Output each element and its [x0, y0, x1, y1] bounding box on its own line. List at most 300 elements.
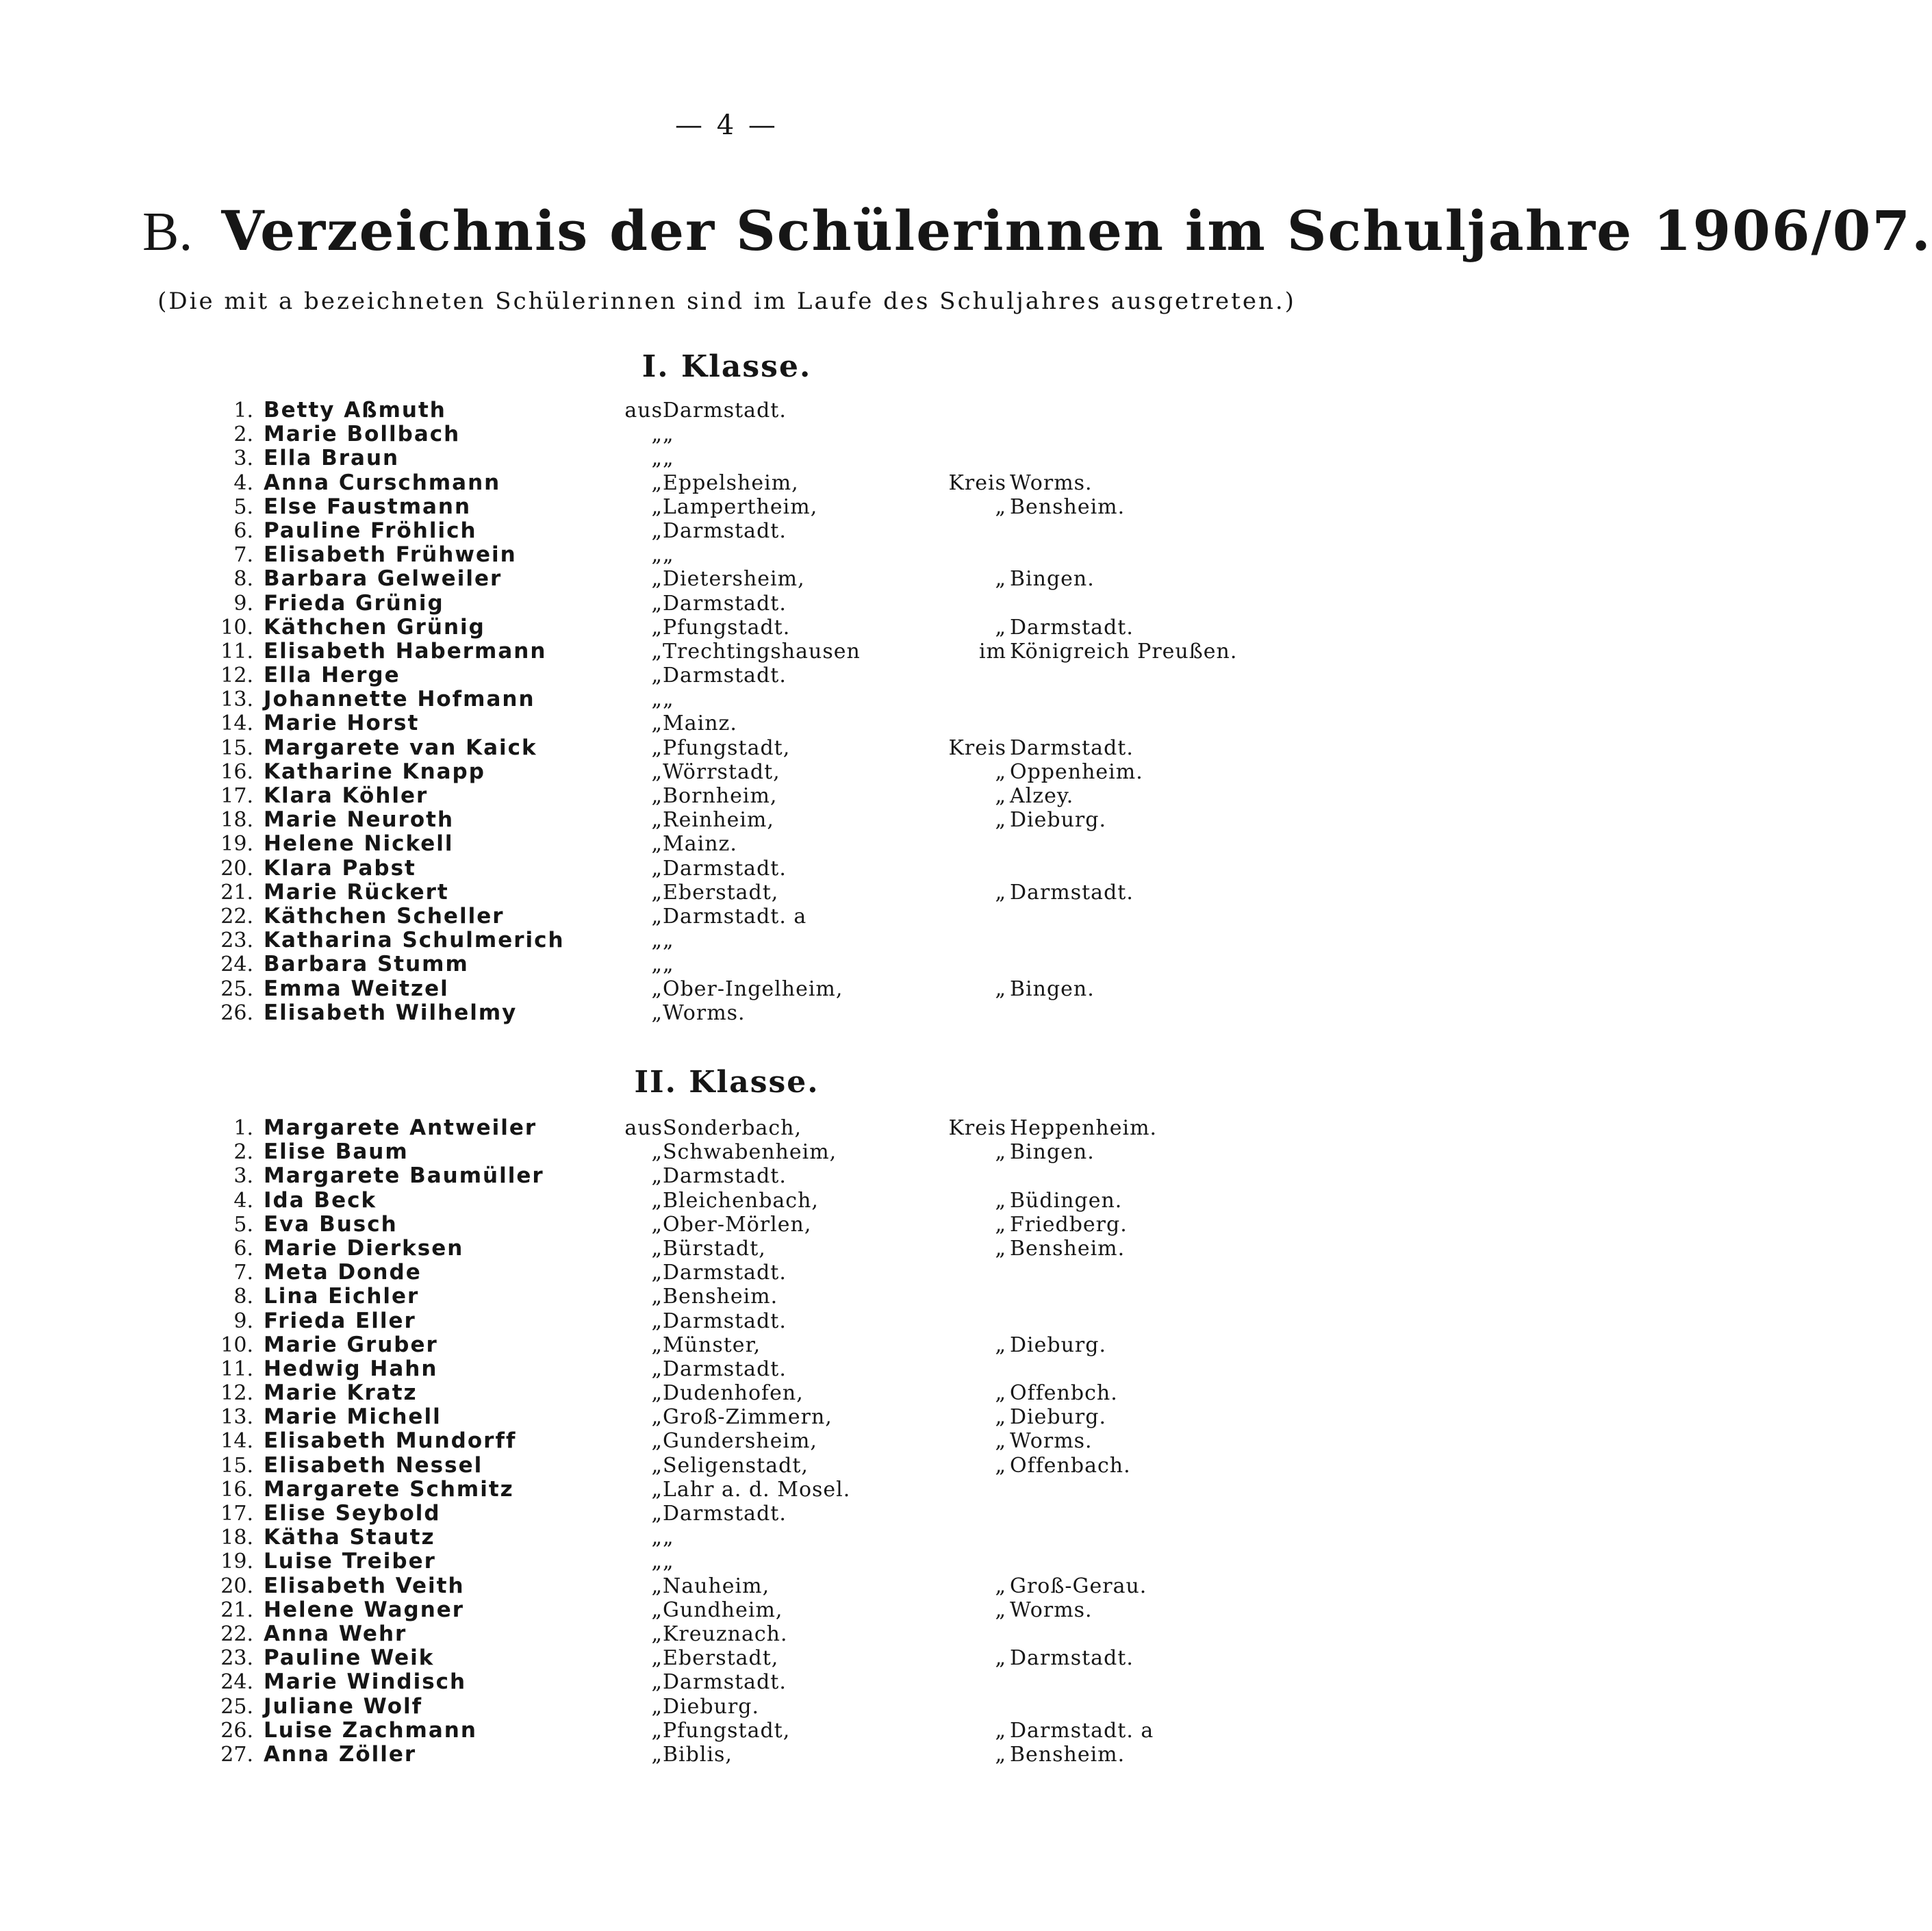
origin-prefix: „ — [651, 1574, 663, 1598]
student-row — [0, 784, 1453, 808]
student-name: Marie Horst — [264, 711, 420, 736]
student-name: Barbara Gelweiler — [264, 566, 503, 592]
district-name: Worms. — [1010, 1429, 1093, 1454]
district-name: Dieburg. — [1010, 808, 1107, 833]
student-row — [0, 905, 1453, 929]
row-number: 15. — [220, 735, 253, 760]
origin-prefix: „ — [651, 543, 663, 568]
origin-town: Bornheim, — [663, 784, 778, 808]
origin-town: „ — [663, 446, 674, 471]
student-name: Käthchen Grünig — [264, 614, 485, 640]
student-row — [0, 1502, 1453, 1526]
origin-town: Reinheim, — [663, 808, 774, 833]
student-name: Pauline Fröhlich — [264, 518, 477, 543]
district-name: Offenbach. — [1010, 1453, 1131, 1478]
origin-town: Mainz. — [663, 832, 737, 857]
origin-prefix: „ — [651, 567, 663, 592]
student-row — [0, 711, 1453, 735]
district-prefix: „ — [995, 1381, 1006, 1406]
student-row — [0, 1478, 1453, 1502]
student-name: Margarete Schmitz — [264, 1476, 514, 1502]
student-name: Ida Beck — [264, 1187, 377, 1213]
district-name: Bingen. — [1010, 567, 1095, 592]
origin-town: „ — [663, 952, 674, 977]
row-number: 25. — [220, 1694, 253, 1719]
origin-town: „ — [663, 929, 674, 953]
origin-town: Eberstadt, — [663, 1646, 779, 1671]
student-row — [0, 1333, 1453, 1357]
row-number: 9. — [233, 1309, 253, 1333]
student-name: Luise Treiber — [264, 1549, 436, 1574]
origin-prefix: „ — [651, 735, 663, 760]
student-row — [0, 471, 1453, 495]
student-row — [0, 1429, 1453, 1453]
row-number: 26. — [220, 1000, 253, 1025]
origin-town: Darmstadt. — [663, 1309, 787, 1333]
origin-town: „ — [663, 422, 674, 447]
district-name: Darmstadt. — [1010, 735, 1134, 760]
origin-prefix: „ — [651, 1477, 663, 1502]
district-prefix: Kreis — [948, 735, 1006, 760]
student-name: Kätha Stautz — [264, 1525, 435, 1550]
district-prefix: „ — [995, 1574, 1006, 1598]
row-number: 3. — [233, 446, 253, 471]
district-prefix: „ — [995, 1429, 1006, 1454]
origin-prefix: „ — [651, 615, 663, 640]
origin-prefix: „ — [651, 1742, 663, 1767]
origin-prefix: „ — [651, 1261, 663, 1285]
origin-town: Pfungstadt, — [663, 735, 791, 760]
student-row — [0, 1213, 1453, 1237]
district-prefix: „ — [995, 1718, 1006, 1743]
row-number: 23. — [220, 1646, 253, 1671]
origin-town: Münster, — [663, 1333, 761, 1357]
origin-prefix: „ — [651, 1405, 663, 1430]
row-number: 7. — [233, 1261, 253, 1285]
origin-town: Darmstadt. — [663, 664, 787, 688]
student-name: Elisabeth Wilhelmy — [264, 1000, 518, 1025]
student-row — [0, 1574, 1453, 1598]
subtitle-note: (Die mit a bezeichneten Schülerinnen sind im Laufe des Schuljahres ausgetreten.) — [157, 288, 1296, 315]
student-row — [0, 832, 1453, 856]
student-row — [0, 1237, 1453, 1261]
row-number: 24. — [220, 1670, 253, 1695]
origin-prefix: „ — [651, 1718, 663, 1743]
origin-town: Mainz. — [663, 711, 737, 736]
student-name: Pauline Weik — [264, 1645, 435, 1671]
district-prefix: „ — [995, 1405, 1006, 1430]
district-name: Offenbch. — [1010, 1381, 1118, 1406]
student-name: Anna Curschmann — [264, 470, 501, 495]
district-name: Heppenheim. — [1010, 1116, 1158, 1140]
district-prefix: „ — [995, 1140, 1006, 1165]
origin-prefix: „ — [651, 639, 663, 664]
row-number: 13. — [220, 687, 253, 712]
student-name: Lina Eichler — [264, 1284, 420, 1309]
origin-prefix: „ — [651, 664, 663, 688]
origin-prefix: „ — [651, 1670, 663, 1695]
origin-town: Groß-Zimmern, — [663, 1405, 832, 1430]
district-name: Dieburg. — [1010, 1333, 1107, 1357]
student-name: Eva Busch — [264, 1211, 398, 1237]
district-name: Groß-Gerau. — [1010, 1574, 1147, 1598]
student-row — [0, 881, 1453, 905]
row-number: 24. — [220, 952, 253, 977]
student-row — [0, 519, 1453, 543]
origin-town: Kreuznach. — [663, 1621, 788, 1646]
student-row — [0, 687, 1453, 711]
student-row — [0, 1405, 1453, 1429]
row-number: 1. — [233, 399, 253, 422]
student-row — [0, 1526, 1453, 1550]
student-name: Marie Dierksen — [264, 1235, 464, 1261]
origin-prefix: „ — [651, 856, 663, 881]
district-prefix: „ — [995, 759, 1006, 784]
origin-prefix: „ — [651, 904, 663, 929]
student-name: Anna Zöller — [264, 1741, 417, 1767]
origin-prefix: „ — [651, 1694, 663, 1719]
origin-prefix: „ — [651, 470, 663, 495]
district-prefix: „ — [995, 1236, 1006, 1261]
student-name: Margarete Baumüller — [264, 1163, 544, 1189]
district-prefix: „ — [995, 1646, 1006, 1671]
student-row — [0, 399, 1453, 422]
district-prefix: „ — [995, 567, 1006, 592]
student-name: Margarete Antweiler — [264, 1115, 537, 1140]
student-name: Marie Rückert — [264, 879, 449, 905]
district-name: Darmstadt. — [1010, 880, 1134, 905]
student-row — [0, 977, 1453, 1001]
row-number: 16. — [220, 759, 253, 784]
student-name: Frieda Grünig — [264, 590, 444, 616]
row-number: 18. — [220, 1526, 253, 1550]
district-name: Worms. — [1010, 470, 1093, 495]
origin-town: Darmstadt. — [663, 399, 787, 422]
student-name: Ella Braun — [264, 446, 400, 471]
student-row — [0, 446, 1453, 470]
student-name: Ella Herge — [264, 663, 401, 688]
origin-town: Gundersheim, — [663, 1429, 817, 1454]
class-heading-1: I. Klasse. — [641, 349, 812, 384]
student-name: Elise Seybold — [264, 1501, 441, 1526]
student-name: Klara Köhler — [264, 783, 429, 808]
row-number: 11. — [220, 1356, 253, 1381]
district-prefix: „ — [995, 880, 1006, 905]
student-name: Elisabeth Mundorff — [264, 1428, 517, 1454]
origin-prefix: „ — [651, 1502, 663, 1526]
row-number: 14. — [220, 711, 253, 736]
row-number: 26. — [220, 1718, 253, 1743]
student-row — [0, 1001, 1453, 1025]
origin-prefix: „ — [651, 808, 663, 833]
student-row — [0, 929, 1453, 952]
student-row — [0, 1357, 1453, 1381]
origin-prefix: „ — [651, 759, 663, 784]
origin-town: Trechtingshausen — [663, 639, 861, 664]
student-name: Elisabeth Nessel — [264, 1452, 483, 1478]
origin-prefix: „ — [651, 446, 663, 471]
origin-town: Darmstadt. — [663, 856, 787, 881]
district-prefix: „ — [995, 976, 1006, 1001]
student-row — [0, 736, 1453, 760]
origin-town: Eppelsheim, — [663, 470, 799, 495]
origin-prefix: „ — [651, 1164, 663, 1189]
origin-prefix: „ — [651, 711, 663, 736]
row-number: 9. — [233, 591, 253, 616]
district-name: Alzey. — [1010, 784, 1074, 808]
student-row — [0, 1381, 1453, 1405]
row-number: 16. — [220, 1477, 253, 1502]
student-name: Marie Kratz — [264, 1380, 418, 1406]
origin-prefix: „ — [651, 1309, 663, 1333]
district-prefix: „ — [995, 784, 1006, 808]
origin-town: Schwabenheim, — [663, 1140, 837, 1165]
origin-town: Darmstadt. — [663, 591, 787, 616]
student-row — [0, 1695, 1453, 1719]
student-row — [0, 1309, 1453, 1333]
student-row — [0, 1719, 1453, 1743]
row-number: 8. — [233, 567, 253, 592]
origin-prefix: „ — [651, 929, 663, 953]
student-row — [0, 1454, 1453, 1478]
student-row — [0, 1670, 1453, 1694]
student-name: Elise Baum — [264, 1139, 409, 1165]
district-prefix: Kreis — [948, 1116, 1006, 1140]
row-number: 12. — [220, 664, 253, 688]
row-number: 22. — [220, 1621, 253, 1646]
student-row — [0, 664, 1453, 687]
origin-town: Lampertheim, — [663, 494, 818, 519]
row-number: 14. — [220, 1429, 253, 1454]
origin-prefix: „ — [651, 1333, 663, 1357]
origin-prefix: „ — [651, 1526, 663, 1550]
district-prefix: im — [978, 639, 1006, 664]
row-number: 23. — [220, 929, 253, 953]
student-row — [0, 422, 1453, 446]
student-name: Hedwig Hahn — [264, 1356, 438, 1381]
row-number: 12. — [220, 1381, 253, 1406]
origin-town: „ — [663, 1550, 674, 1574]
student-name: Else Faustmann — [264, 494, 472, 519]
class-heading-2: II. Klasse. — [634, 1065, 819, 1100]
student-name: Emma Weitzel — [264, 976, 449, 1001]
origin-prefix: „ — [651, 687, 663, 712]
page-number: — 4 — — [675, 110, 778, 141]
origin-town: Dietersheim, — [663, 567, 805, 592]
origin-town: Pfungstadt. — [663, 615, 791, 640]
district-name: Worms. — [1010, 1598, 1093, 1622]
student-row — [0, 543, 1453, 567]
district-name: Bingen. — [1010, 1140, 1095, 1165]
origin-town: Darmstadt. — [663, 1261, 787, 1285]
origin-town: Worms. — [663, 1000, 746, 1025]
origin-prefix: „ — [651, 832, 663, 857]
student-name: Marie Neuroth — [264, 807, 455, 833]
district-prefix: „ — [995, 1742, 1006, 1767]
district-name: Darmstadt. a — [1010, 1718, 1154, 1743]
district-prefix: „ — [995, 1598, 1006, 1622]
row-number: 27. — [220, 1742, 253, 1767]
row-number: 2. — [233, 1140, 253, 1165]
district-name: Bingen. — [1010, 976, 1095, 1001]
origin-town: Bürstadt, — [663, 1236, 766, 1261]
section-letter: B. — [142, 202, 193, 262]
origin-town: Darmstadt. — [663, 1670, 787, 1695]
student-name: Marie Windisch — [264, 1669, 467, 1695]
row-number: 8. — [233, 1285, 253, 1309]
district-name: Büdingen. — [1010, 1188, 1123, 1213]
student-row — [0, 616, 1453, 640]
origin-town: „ — [663, 687, 674, 712]
student-name: Marie Bollbach — [264, 422, 461, 447]
row-number: 5. — [233, 494, 253, 519]
student-row — [0, 1140, 1453, 1164]
row-number: 11. — [220, 639, 253, 664]
origin-prefix: „ — [651, 1188, 663, 1213]
student-name: Elisabeth Habermann — [264, 638, 547, 664]
origin-town: Ober-Mörlen, — [663, 1212, 812, 1237]
student-list-class-1 — [0, 399, 1453, 1025]
student-name: Helene Nickell — [264, 831, 454, 857]
student-row — [0, 1622, 1453, 1646]
student-name: Helene Wagner — [264, 1597, 465, 1622]
district-prefix: „ — [995, 1453, 1006, 1478]
district-name: Bensheim. — [1010, 494, 1126, 519]
origin-town: Eberstadt, — [663, 880, 779, 905]
origin-town: Lahr a. d. Mosel. — [663, 1477, 851, 1502]
district-prefix: „ — [995, 615, 1006, 640]
row-number: 18. — [220, 808, 253, 833]
origin-prefix: „ — [651, 1000, 663, 1025]
origin-prefix: „ — [651, 1285, 663, 1309]
row-number: 17. — [220, 784, 253, 808]
student-list-class-2 — [0, 1116, 1453, 1767]
student-name: Johannette Hofmann — [264, 687, 535, 712]
origin-prefix: „ — [651, 422, 663, 447]
student-row — [0, 592, 1453, 616]
origin-town: Ober-Ingelheim, — [663, 976, 843, 1001]
row-number: 15. — [220, 1453, 253, 1478]
student-row — [0, 1550, 1453, 1574]
origin-prefix: „ — [651, 1381, 663, 1406]
origin-prefix: „ — [651, 1453, 663, 1478]
origin-prefix: „ — [651, 591, 663, 616]
row-number: 4. — [233, 1188, 253, 1213]
district-name: Darmstadt. — [1010, 615, 1134, 640]
origin-town: Wörrstadt, — [663, 759, 780, 784]
student-row — [0, 1598, 1453, 1622]
district-name: Darmstadt. — [1010, 1646, 1134, 1671]
origin-prefix: „ — [651, 952, 663, 977]
student-name: Betty Aßmuth — [264, 398, 446, 422]
student-name: Meta Donde — [264, 1260, 422, 1285]
origin-town: Darmstadt. — [663, 1502, 787, 1526]
student-name: Elisabeth Frühwein — [264, 542, 517, 568]
origin-prefix: „ — [651, 1621, 663, 1646]
row-number: 25. — [220, 976, 253, 1001]
student-name: Marie Gruber — [264, 1332, 438, 1357]
district-name: Bensheim. — [1010, 1236, 1126, 1261]
student-row — [0, 1646, 1453, 1670]
origin-prefix: „ — [651, 784, 663, 808]
row-number: 2. — [233, 422, 253, 447]
row-number: 1. — [233, 1116, 253, 1140]
student-row — [0, 495, 1453, 519]
district-prefix: „ — [995, 1188, 1006, 1213]
student-row — [0, 1164, 1453, 1188]
row-number: 3. — [233, 1164, 253, 1189]
row-number: 21. — [220, 1598, 253, 1622]
origin-prefix: „ — [651, 1598, 663, 1622]
origin-town: „ — [663, 1526, 674, 1550]
district-name: Friedberg. — [1010, 1212, 1128, 1237]
origin-town: Dudenhofen, — [663, 1381, 804, 1406]
origin-prefix: „ — [651, 1356, 663, 1381]
student-row — [0, 857, 1453, 881]
student-name: Käthchen Scheller — [264, 903, 505, 929]
student-row — [0, 1189, 1453, 1213]
student-name: Frieda Eller — [264, 1308, 416, 1333]
student-row — [0, 640, 1453, 664]
row-number: 6. — [233, 518, 253, 543]
student-row — [0, 567, 1453, 591]
origin-town: Darmstadt. — [663, 1356, 787, 1381]
origin-town: Bleichenbach, — [663, 1188, 819, 1213]
district-prefix: „ — [995, 808, 1006, 833]
origin-town: Pfungstadt, — [663, 1718, 791, 1743]
origin-prefix: aus — [624, 399, 663, 422]
origin-town: Darmstadt. a — [663, 904, 807, 929]
student-name: Marie Michell — [264, 1404, 442, 1430]
district-prefix: „ — [995, 494, 1006, 519]
row-number: 6. — [233, 1236, 253, 1261]
origin-prefix: „ — [651, 1550, 663, 1574]
student-name: Katharina Schulmerich — [264, 928, 565, 953]
student-name: Elisabeth Veith — [264, 1573, 465, 1598]
district-name: Dieburg. — [1010, 1405, 1107, 1430]
origin-prefix: „ — [651, 880, 663, 905]
row-number: 20. — [220, 1574, 253, 1598]
row-number: 4. — [233, 470, 253, 495]
origin-prefix: „ — [651, 1646, 663, 1671]
origin-town: Dieburg. — [663, 1694, 760, 1719]
row-number: 20. — [220, 856, 253, 881]
district-name: Bensheim. — [1010, 1742, 1126, 1767]
student-name: Luise Zachmann — [264, 1717, 477, 1743]
origin-town: Darmstadt. — [663, 518, 787, 543]
district-prefix: „ — [995, 1333, 1006, 1357]
student-name: Katharine Knapp — [264, 759, 485, 784]
origin-town: „ — [663, 543, 674, 568]
student-row — [0, 808, 1453, 832]
student-row — [0, 952, 1453, 976]
row-number: 10. — [220, 615, 253, 640]
origin-town: Gundheim, — [663, 1598, 783, 1622]
origin-prefix: „ — [651, 518, 663, 543]
student-name: Anna Wehr — [264, 1621, 407, 1646]
row-number: 19. — [220, 832, 253, 857]
row-number: 19. — [220, 1550, 253, 1574]
student-name: Klara Pabst — [264, 855, 416, 881]
row-number: 13. — [220, 1405, 253, 1430]
origin-town: Bensheim. — [663, 1285, 778, 1309]
student-name: Juliane Wolf — [264, 1693, 423, 1719]
student-name: Margarete van Kaick — [264, 735, 537, 760]
row-number: 17. — [220, 1502, 253, 1526]
row-number: 10. — [220, 1333, 253, 1357]
origin-prefix: „ — [651, 1429, 663, 1454]
document-heading — [142, 199, 1932, 264]
